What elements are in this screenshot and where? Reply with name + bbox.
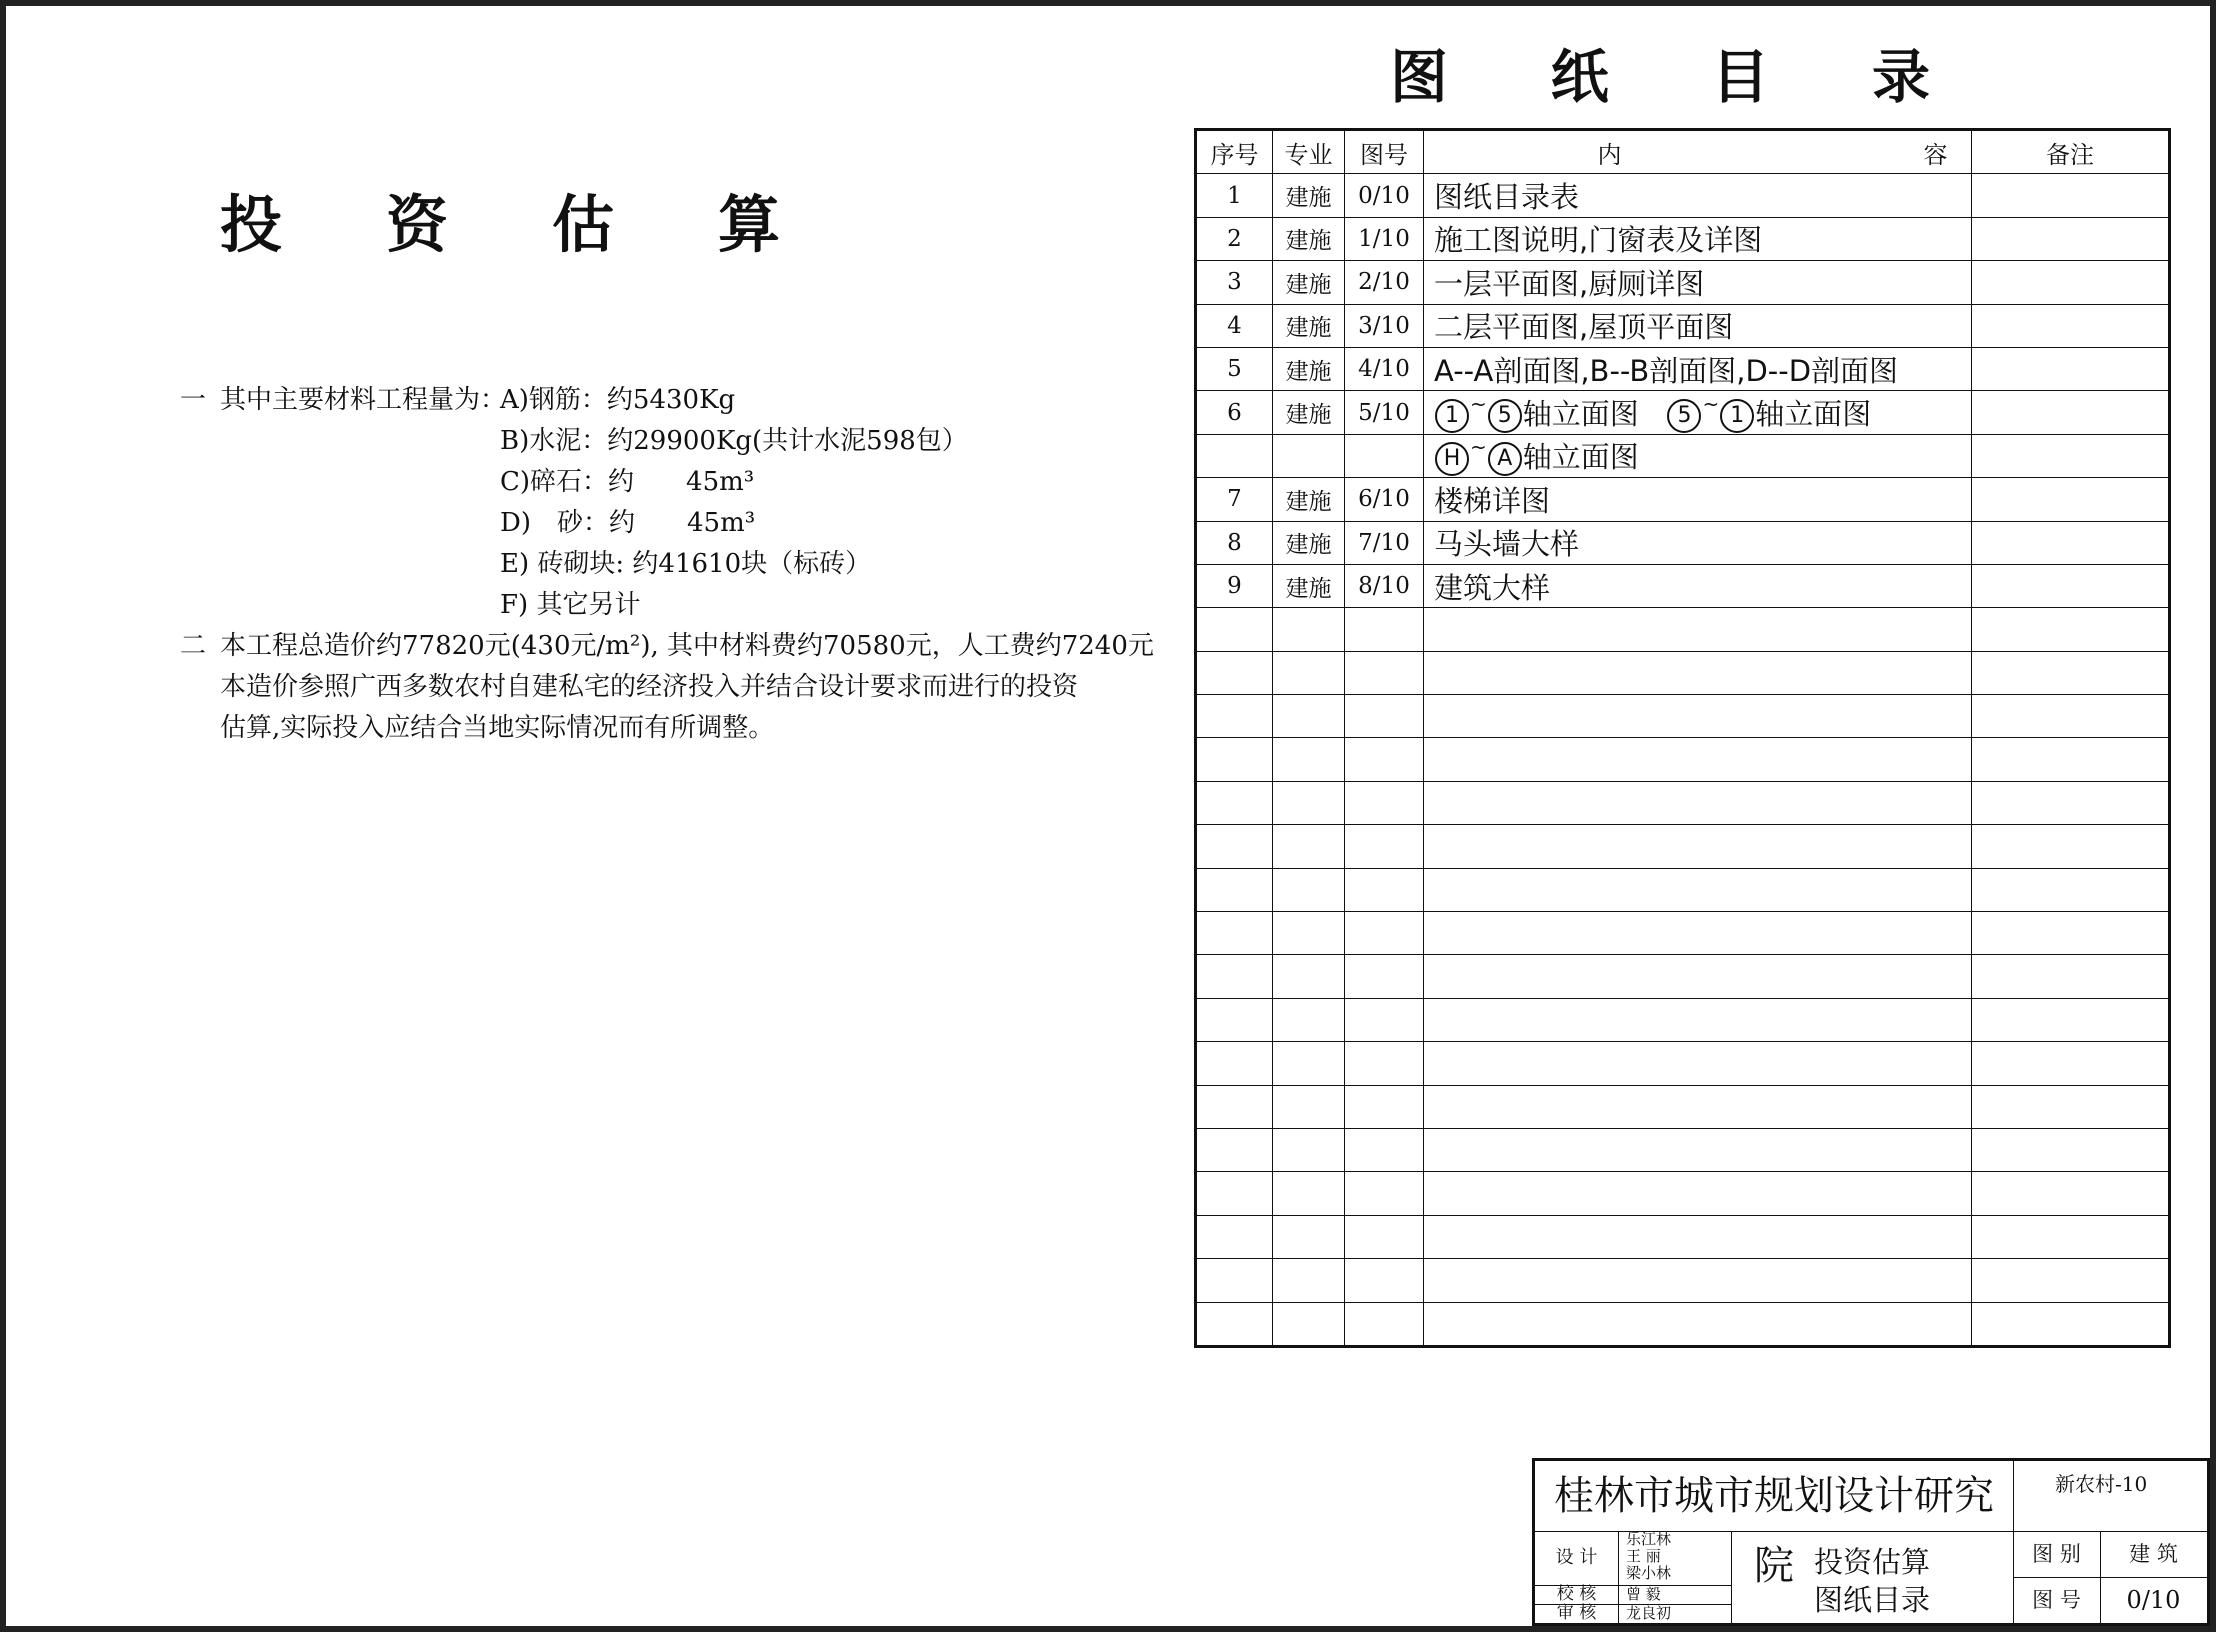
- empty-table-row: [1196, 651, 2170, 694]
- tilde: ~: [1702, 392, 1720, 417]
- empty-cell: [1424, 1215, 1972, 1258]
- row-no: 3: [1196, 261, 1273, 304]
- table-row: [1196, 347, 2170, 390]
- directory-table: [1194, 128, 2171, 1348]
- empty-cell: [1345, 1302, 1424, 1346]
- empty-cell: [1196, 695, 1273, 738]
- empty-cell: [1972, 738, 2170, 781]
- empty-cell: [1345, 825, 1424, 868]
- table-row: [1196, 217, 2170, 260]
- empty-cell: [1424, 1259, 1972, 1302]
- header-content: [1424, 130, 1972, 174]
- empty-cell: [1972, 1302, 2170, 1346]
- table-row: [1196, 521, 2170, 564]
- header-no: 序号: [1196, 130, 1273, 174]
- table-row: [1196, 564, 2170, 607]
- sheet-value: 0/10: [2126, 1586, 2181, 1614]
- directory-title-char: 目: [1711, 43, 1770, 111]
- empty-cell: [1196, 955, 1273, 998]
- empty-cell: [1196, 1172, 1273, 1215]
- empty-cell: [1273, 955, 1345, 998]
- table-row: [1196, 261, 2170, 304]
- axis-label: H: [1435, 442, 1469, 476]
- estimate-title-char: 算: [717, 188, 780, 261]
- checker-name: 曾 毅: [1626, 1585, 1661, 1603]
- empty-table-row: [1196, 695, 2170, 738]
- row-content: [1424, 434, 1972, 477]
- category-value: 建 筑: [2129, 1542, 2178, 1566]
- row-no: 9: [1196, 564, 1273, 607]
- header-discipline: 专业: [1273, 130, 1345, 174]
- row-remark: [1972, 478, 2170, 521]
- row-sheet: 1/10: [1345, 217, 1424, 260]
- row-content: [1424, 391, 1972, 434]
- empty-cell: [1273, 825, 1345, 868]
- item-number: 二: [180, 631, 207, 661]
- designer-name: 梁小林: [1626, 1564, 1672, 1582]
- empty-cell: [1345, 955, 1424, 998]
- empty-cell: [1273, 1215, 1345, 1258]
- empty-cell: [1972, 1042, 2170, 1085]
- row-remark: [1972, 304, 2170, 347]
- empty-cell: [1345, 695, 1424, 738]
- row-sheet: [1345, 434, 1424, 477]
- reviewer-name: 龙良初: [1626, 1604, 1672, 1622]
- row-no: 1: [1196, 174, 1273, 217]
- row-sheet: 8/10: [1345, 564, 1424, 607]
- header-remark: 备注: [1972, 130, 2170, 174]
- empty-cell: [1424, 651, 1972, 694]
- empty-cell: [1424, 955, 1972, 998]
- empty-cell: [1972, 1085, 2170, 1128]
- row-content: 建筑大样: [1424, 564, 1972, 607]
- elevation-text: 轴立面图: [1755, 397, 1872, 432]
- material-item: F) 其它另计: [500, 590, 641, 620]
- axis-label: 5: [1667, 399, 1701, 433]
- row-discipline: 建施: [1273, 391, 1345, 434]
- empty-cell: [1345, 651, 1424, 694]
- empty-cell: [1273, 651, 1345, 694]
- empty-cell: [1972, 1172, 2170, 1215]
- empty-cell: [1424, 738, 1972, 781]
- row-remark: [1972, 174, 2170, 217]
- tilde: ~: [1470, 435, 1487, 460]
- empty-cell: [1345, 1215, 1424, 1258]
- empty-cell: [1424, 1128, 1972, 1171]
- empty-cell: [1196, 1042, 1273, 1085]
- row-sheet: 3/10: [1345, 304, 1424, 347]
- empty-cell: [1273, 1302, 1345, 1346]
- row-no: 7: [1196, 478, 1273, 521]
- empty-cell: [1424, 868, 1972, 911]
- empty-cell: [1424, 608, 1972, 651]
- empty-cell: [1424, 998, 1972, 1041]
- drawing-name-line: 投资估算: [1813, 1545, 1930, 1579]
- empty-table-row: [1196, 998, 2170, 1041]
- header-content-b: 容: [1923, 140, 1948, 169]
- elevation-text: 轴立面图: [1522, 397, 1639, 432]
- row-sheet: 2/10: [1345, 261, 1424, 304]
- empty-cell: [1196, 912, 1273, 955]
- table-row: [1196, 434, 2170, 477]
- row-no: 8: [1196, 521, 1273, 564]
- axis-label: 5: [1488, 399, 1522, 433]
- empty-cell: [1972, 955, 2170, 998]
- empty-cell: [1273, 695, 1345, 738]
- row-remark: [1972, 347, 2170, 390]
- empty-cell: [1273, 1259, 1345, 1302]
- row-remark: [1972, 261, 2170, 304]
- empty-cell: [1196, 868, 1273, 911]
- row-discipline: 建施: [1273, 478, 1345, 521]
- empty-cell: [1972, 1259, 2170, 1302]
- empty-cell: [1196, 781, 1273, 824]
- row-no: 6: [1196, 391, 1273, 434]
- empty-cell: [1424, 1042, 1972, 1085]
- empty-cell: [1345, 1172, 1424, 1215]
- empty-cell: [1972, 868, 2170, 911]
- row-discipline: 建施: [1273, 174, 1345, 217]
- row-sheet: 0/10: [1345, 174, 1424, 217]
- drawing-name: [1731, 1543, 2013, 1619]
- cost-line: 本造价参照广西多数农村自建私宅的经济投入并结合设计要求而进行的投资: [220, 672, 1079, 702]
- sheet-label: 图 号: [2032, 1588, 2081, 1612]
- empty-cell: [1972, 1215, 2170, 1258]
- empty-table-row: [1196, 955, 2170, 998]
- empty-table-row: [1196, 1215, 2170, 1258]
- row-content: 二层平面图,屋顶平面图: [1424, 304, 1972, 347]
- empty-cell: [1345, 1128, 1424, 1171]
- row-remark: [1972, 217, 2170, 260]
- empty-cell: [1972, 695, 2170, 738]
- empty-cell: [1273, 1172, 1345, 1215]
- row-discipline: 建施: [1273, 347, 1345, 390]
- estimate-title-char: 估: [551, 188, 614, 261]
- row-no: 4: [1196, 304, 1273, 347]
- empty-table-row: [1196, 1128, 2170, 1171]
- row-sheet: 6/10: [1345, 478, 1424, 521]
- empty-cell: [1345, 1085, 1424, 1128]
- empty-table-row: [1196, 1085, 2170, 1128]
- empty-cell: [1345, 998, 1424, 1041]
- row-content: 施工图说明,门窗表及详图: [1424, 217, 1972, 260]
- elevation-text: 轴立面图: [1522, 440, 1639, 475]
- empty-cell: [1196, 1302, 1273, 1346]
- drawing-name-line: 图纸目录: [1813, 1583, 1930, 1617]
- row-discipline: [1273, 434, 1345, 477]
- material-item: A)钢筋：约5430Kg: [500, 385, 736, 415]
- row-discipline: 建施: [1273, 304, 1345, 347]
- empty-table-row: [1196, 868, 2170, 911]
- empty-cell: [1345, 608, 1424, 651]
- directory-title-char: 图: [1390, 43, 1449, 111]
- empty-cell: [1196, 608, 1273, 651]
- empty-cell: [1424, 912, 1972, 955]
- row-discipline: 建施: [1273, 564, 1345, 607]
- empty-cell: [1196, 1085, 1273, 1128]
- row-remark: [1972, 521, 2170, 564]
- cost-line: 本工程总造价约77820元(430元/m²), 其中材料费约70580元，人工费约7240元: [220, 631, 1154, 661]
- empty-table-row: [1196, 1302, 2170, 1346]
- table-row: [1196, 174, 2170, 217]
- material-item: C)碎石：约 45m³: [500, 467, 755, 497]
- directory-title: [1390, 30, 1930, 114]
- row-no: 2: [1196, 217, 1273, 260]
- empty-cell: [1273, 998, 1345, 1041]
- row-no: [1196, 434, 1273, 477]
- empty-cell: [1424, 1172, 1972, 1215]
- designer-name: 王 丽: [1626, 1547, 1661, 1565]
- empty-cell: [1424, 1302, 1972, 1346]
- material-item: D) 砂：约 45m³: [500, 508, 756, 538]
- project-code: 新农村-10: [2055, 1472, 2148, 1496]
- cost-line: 估算,实际投入应结合当地实际情况而有所调整。: [220, 713, 775, 743]
- axis-label: A: [1488, 442, 1522, 476]
- row-remark: [1972, 434, 2170, 477]
- empty-table-row: [1196, 781, 2170, 824]
- empty-cell: [1273, 1085, 1345, 1128]
- empty-table-row: [1196, 1042, 2170, 1085]
- empty-cell: [1196, 1215, 1273, 1258]
- empty-cell: [1196, 1259, 1273, 1302]
- category-label: 图 别: [2032, 1542, 2081, 1566]
- row-remark: [1972, 391, 2170, 434]
- directory-title-char: 纸: [1550, 43, 1609, 111]
- empty-cell: [1273, 868, 1345, 911]
- row-discipline: 建施: [1273, 261, 1345, 304]
- empty-table-row: [1196, 608, 2170, 651]
- empty-cell: [1196, 1128, 1273, 1171]
- empty-cell: [1345, 912, 1424, 955]
- row-no: 5: [1196, 347, 1273, 390]
- empty-cell: [1196, 738, 1273, 781]
- check-label: 校 核: [1556, 1584, 1597, 1604]
- empty-cell: [1972, 651, 2170, 694]
- empty-cell: [1196, 651, 1273, 694]
- empty-cell: [1972, 781, 2170, 824]
- empty-cell: [1424, 781, 1972, 824]
- table-row: [1196, 391, 2170, 434]
- empty-cell: [1424, 1085, 1972, 1128]
- empty-table-row: [1196, 738, 2170, 781]
- estimate-title: [220, 175, 780, 264]
- materials-intro: 其中主要材料工程量为：: [220, 385, 507, 415]
- axis-label: 1: [1435, 399, 1469, 433]
- row-content: 图纸目录表: [1424, 174, 1972, 217]
- row-remark: [1972, 564, 2170, 607]
- empty-cell: [1424, 825, 1972, 868]
- review-label: 审 核: [1556, 1603, 1597, 1623]
- row-discipline: 建施: [1273, 521, 1345, 564]
- row-sheet: 5/10: [1345, 391, 1424, 434]
- item-number: 一: [180, 385, 207, 415]
- header-sheet: 图号: [1345, 130, 1424, 174]
- estimate-title-char: 投: [220, 188, 283, 261]
- empty-cell: [1196, 998, 1273, 1041]
- material-item: E) 砖砌块: 约41610块（标砖）: [500, 549, 872, 579]
- institute-name: 桂林市城市规划设计研究院: [1554, 1473, 1994, 1589]
- designer-name: 乐江林: [1626, 1530, 1672, 1548]
- row-content: 马头墙大样: [1424, 521, 1972, 564]
- empty-cell: [1196, 825, 1273, 868]
- empty-cell: [1424, 695, 1972, 738]
- table-header-row: [1196, 130, 2170, 174]
- empty-cell: [1273, 1128, 1345, 1171]
- material-item: B)水泥：约29900Kg(共计水泥598包）: [500, 426, 968, 456]
- empty-cell: [1345, 868, 1424, 911]
- empty-cell: [1972, 1128, 2170, 1171]
- empty-cell: [1273, 912, 1345, 955]
- row-discipline: 建施: [1273, 217, 1345, 260]
- empty-table-row: [1196, 1172, 2170, 1215]
- title-block: [1532, 1458, 2210, 1626]
- empty-cell: [1972, 608, 2170, 651]
- row-content: A--A剖面图,B--B剖面图,D--D剖面图: [1424, 347, 1972, 390]
- empty-cell: [1972, 998, 2170, 1041]
- empty-cell: [1972, 912, 2170, 955]
- row-content: 一层平面图,厨厕详图: [1424, 261, 1972, 304]
- axis-label: 1: [1720, 399, 1754, 433]
- row-sheet: 7/10: [1345, 521, 1424, 564]
- designers: [1618, 1531, 1731, 1585]
- empty-table-row: [1196, 825, 2170, 868]
- table-row: [1196, 478, 2170, 521]
- empty-cell: [1273, 781, 1345, 824]
- empty-cell: [1273, 608, 1345, 651]
- table-row: [1196, 304, 2170, 347]
- empty-cell: [1345, 1042, 1424, 1085]
- estimate-title-char: 资: [385, 188, 448, 261]
- empty-table-row: [1196, 1259, 2170, 1302]
- empty-cell: [1273, 1042, 1345, 1085]
- empty-cell: [1273, 738, 1345, 781]
- header-content-a: 内: [1597, 140, 1622, 169]
- empty-cell: [1345, 781, 1424, 824]
- tilde: ~: [1470, 392, 1487, 417]
- empty-cell: [1345, 1259, 1424, 1302]
- row-sheet: 4/10: [1345, 347, 1424, 390]
- empty-table-row: [1196, 912, 2170, 955]
- empty-cell: [1972, 825, 2170, 868]
- design-label: 设 计: [1555, 1547, 1598, 1568]
- row-content: 楼梯详图: [1424, 478, 1972, 521]
- directory-title-char: 录: [1871, 43, 1930, 111]
- empty-cell: [1345, 738, 1424, 781]
